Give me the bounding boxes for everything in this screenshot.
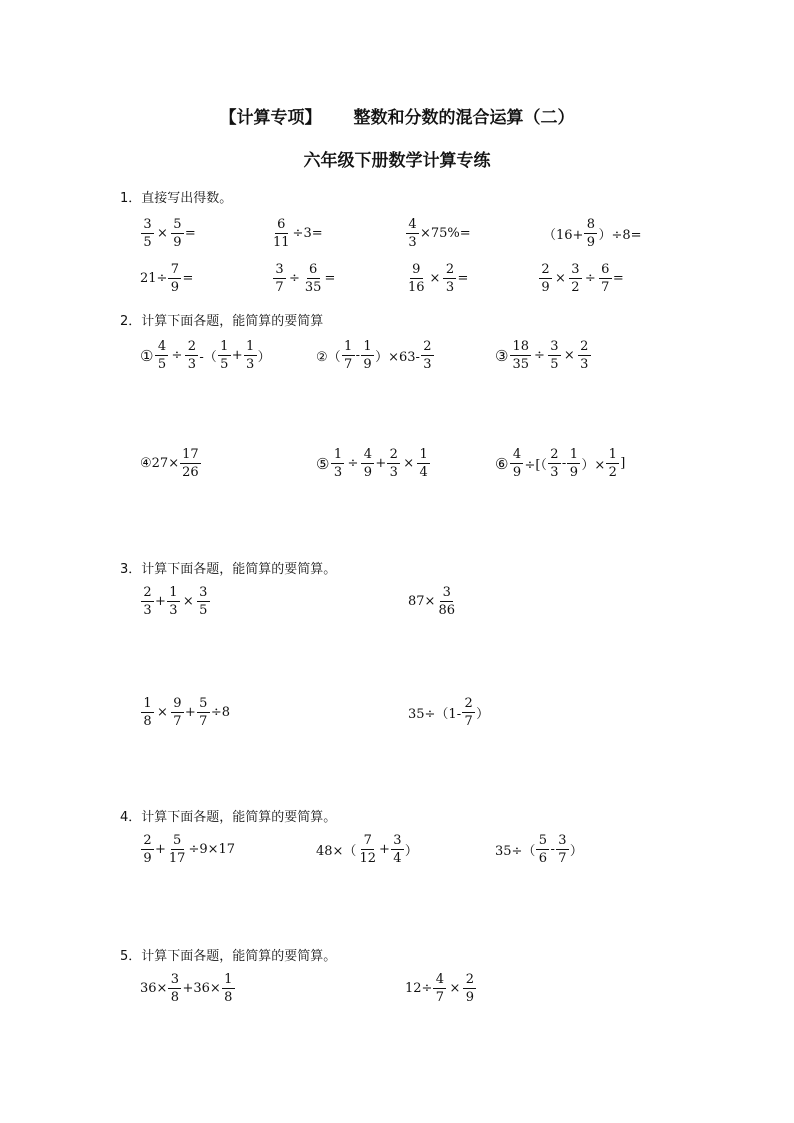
problem: [270, 218, 323, 249]
fraction: [406, 263, 427, 294]
expression-text: ）×: [581, 458, 606, 473]
numerator: 3: [273, 263, 286, 279]
fraction: [141, 834, 154, 865]
fraction: [342, 340, 355, 371]
numerator: 1: [417, 448, 430, 464]
denominator: 11: [273, 235, 290, 250]
problem: [543, 218, 642, 249]
fraction: [361, 340, 374, 371]
expression-text: 21÷: [140, 271, 168, 286]
numerator: 3: [440, 586, 453, 602]
expression-text: ]: [620, 456, 626, 471]
expression-text: ）: [404, 844, 418, 859]
denominator: 3: [550, 465, 559, 480]
numerator: 1: [361, 340, 374, 356]
expression-text: +: [231, 348, 243, 363]
denominator: 4: [393, 851, 402, 866]
fraction: [539, 263, 552, 294]
problem: [405, 973, 477, 1004]
expression-text: ÷[（: [524, 458, 547, 473]
title-tag: 【计算专项】: [219, 108, 322, 128]
denominator: 2: [571, 280, 580, 295]
problem: [140, 263, 193, 294]
fraction: [273, 263, 286, 294]
expression-text: 87×: [408, 594, 436, 609]
denominator: 3: [408, 235, 417, 250]
denominator: 3: [143, 603, 152, 618]
problem: [140, 973, 236, 1004]
denominator: 3: [445, 280, 455, 295]
denominator: 5: [199, 603, 208, 618]
denominator: 9: [170, 280, 180, 295]
fraction: [462, 697, 475, 728]
expression-text: ⑥: [495, 454, 509, 473]
denominator: 3: [187, 357, 196, 372]
expression-text: ⑤: [316, 454, 330, 473]
numerator: 1: [167, 586, 180, 602]
expression-text: =: [612, 271, 624, 286]
numerator: 6: [307, 263, 320, 279]
problem: [405, 263, 468, 294]
expression-text: ÷: [289, 271, 300, 286]
denominator: 9: [541, 280, 550, 295]
expression-text: 35÷（1-: [408, 707, 462, 722]
denominator: 17: [168, 851, 186, 866]
numerator: 4: [361, 448, 374, 464]
problem: [140, 448, 202, 479]
numerator: 7: [168, 263, 181, 279]
expression-text: ②（: [316, 350, 341, 365]
expression-text: 36×: [140, 981, 168, 996]
denominator: 8: [143, 714, 152, 729]
denominator: 8: [224, 990, 233, 1005]
numerator: 3: [197, 586, 210, 602]
fraction: [222, 973, 235, 1004]
question-4-label: 4．计算下面各题，能简算的要简算。: [120, 810, 337, 825]
expression-text: ）: [257, 350, 271, 365]
denominator: 7: [344, 357, 353, 372]
expression-text: ①: [140, 346, 154, 365]
denominator: 9: [363, 465, 372, 480]
numerator: 7: [361, 834, 374, 850]
expression-text: -: [550, 842, 555, 857]
question-2-label: 2．计算下面各题，能简算的要简算: [120, 314, 324, 329]
numerator: 18: [512, 339, 529, 354]
expression-text: ÷: [171, 348, 183, 363]
numerator: 1: [141, 697, 154, 713]
title-main: 整数和分数的混合运算（二）: [353, 108, 575, 128]
question-1-label: 1．直接写出得数。: [120, 191, 233, 206]
numerator: 1: [331, 448, 344, 464]
expression-text: =: [184, 226, 196, 241]
denominator: 3: [169, 603, 178, 618]
fraction: [578, 340, 591, 371]
numerator: 2: [185, 340, 198, 356]
numerator: 1: [342, 340, 355, 356]
numerator: 1: [218, 340, 231, 356]
fraction: [244, 340, 257, 371]
denominator: 9: [173, 235, 182, 250]
expression-text: +: [155, 594, 166, 609]
numerator: 1: [222, 973, 235, 989]
problem: [316, 340, 435, 371]
numerator: 2: [141, 834, 154, 850]
numerator: 2: [548, 448, 561, 464]
fraction: [303, 263, 324, 294]
page-title: [0, 103, 794, 128]
expression-text: -: [355, 348, 361, 363]
numerator: 3: [168, 973, 181, 989]
denominator: 86: [438, 603, 455, 618]
denominator: 9: [363, 357, 372, 372]
fraction: [391, 834, 404, 865]
denominator: 9: [512, 465, 522, 480]
expression-text: ÷: [347, 456, 359, 471]
fraction: [185, 340, 198, 371]
denominator: 9: [569, 465, 578, 480]
numerator: 2: [387, 448, 400, 464]
denominator: 5: [157, 357, 167, 372]
numerator: 6: [275, 218, 288, 234]
expression-text: ④27×: [140, 456, 180, 471]
numerator: 1: [244, 340, 257, 356]
denominator: 3: [246, 357, 255, 372]
problem: [272, 263, 335, 294]
problem: [408, 697, 489, 728]
numerator: 5: [171, 834, 184, 850]
fraction: [141, 586, 154, 617]
denominator: 5: [143, 235, 152, 250]
expression-text: ）÷8=: [598, 228, 642, 243]
problem: [140, 697, 230, 728]
fraction: [168, 973, 181, 1004]
numerator: 1: [567, 448, 580, 464]
numerator: 2: [539, 263, 552, 279]
denominator: 7: [199, 714, 208, 729]
numerator: 3: [141, 218, 154, 234]
fraction: [436, 586, 457, 617]
fraction: [406, 218, 419, 249]
problem: [140, 340, 271, 371]
fraction: [536, 834, 549, 865]
expression-text: ×: [157, 226, 168, 241]
numerator: 3: [548, 340, 561, 356]
fraction: [171, 218, 184, 249]
fraction: [167, 586, 180, 617]
expression-text: ×: [403, 456, 415, 471]
numerator: 4: [510, 448, 523, 464]
denominator: 7: [173, 714, 182, 729]
denominator: 7: [435, 990, 445, 1005]
fraction: [155, 340, 168, 371]
numerator: 9: [410, 263, 423, 279]
numerator: 9: [171, 697, 184, 713]
numerator: 4: [433, 973, 446, 989]
numerator: 17: [182, 447, 199, 462]
expression-text: +36×: [182, 981, 221, 996]
expression-text: +: [184, 705, 196, 720]
numerator: 2: [463, 973, 476, 989]
question-5-label: 5．计算下面各题，能简算的要简算。: [120, 949, 337, 964]
fraction: [548, 340, 561, 371]
expression-text: ×: [563, 348, 575, 363]
problem: [495, 340, 592, 371]
numerator: 3: [569, 263, 582, 279]
expression-text: 35÷（: [495, 844, 536, 859]
fraction: [197, 697, 210, 728]
problem: [316, 834, 418, 865]
numerator: 8: [584, 218, 597, 234]
numerator: 2: [421, 340, 434, 356]
denominator: 8: [170, 990, 180, 1005]
expression-text: ）: [569, 844, 583, 859]
denominator: 6: [538, 851, 548, 866]
expression-text: -（: [199, 350, 217, 365]
fraction: [510, 340, 531, 371]
fraction: [197, 586, 210, 617]
numerator: 5: [171, 218, 184, 234]
problem: [408, 586, 458, 617]
expression-text: =: [324, 271, 336, 286]
numerator: 5: [536, 834, 549, 850]
fraction: [584, 218, 597, 249]
denominator: 7: [558, 851, 567, 866]
expression-text: ×: [429, 271, 441, 286]
denominator: 7: [275, 280, 284, 295]
numerator: 3: [391, 834, 404, 850]
denominator: 9: [143, 851, 152, 866]
problem: [405, 218, 471, 249]
expression-text: -: [561, 456, 567, 471]
expression-text: ÷: [534, 348, 545, 363]
problem: [538, 263, 624, 294]
fraction: [167, 834, 188, 865]
denominator: 5: [220, 357, 229, 372]
expression-text: ×: [157, 705, 168, 720]
expression-text: ×75%=: [420, 226, 471, 241]
problem: [140, 586, 211, 617]
denominator: 4: [419, 465, 428, 480]
fraction: [569, 263, 582, 294]
fraction: [599, 263, 612, 294]
expression-text: ÷9×17: [188, 842, 236, 857]
denominator: 26: [182, 465, 199, 480]
fraction: [606, 448, 619, 479]
fraction: [168, 263, 181, 294]
fraction: [171, 697, 184, 728]
expression-text: ×: [182, 594, 194, 609]
numerator: 6: [599, 263, 612, 279]
expression-text: ÷8: [210, 705, 230, 720]
denominator: 3: [580, 357, 589, 372]
numerator: 4: [155, 340, 168, 356]
page-subtitle: 六年级下册数学计算专练: [303, 151, 491, 171]
expression-text: （16+: [543, 228, 584, 243]
expression-text: ）: [476, 707, 490, 722]
fraction: [271, 218, 292, 249]
expression-text: ×: [555, 271, 566, 286]
fraction: [556, 834, 569, 865]
numerator: 3: [556, 834, 569, 850]
expression-text: +: [378, 842, 390, 857]
fraction: [510, 448, 523, 479]
expression-text: 12÷: [405, 981, 433, 996]
fraction: [357, 834, 378, 865]
fraction: [218, 340, 231, 371]
problem: [495, 834, 583, 865]
numerator: 1: [606, 448, 619, 464]
denominator: 3: [423, 357, 432, 372]
denominator: 9: [465, 990, 474, 1005]
problem: [316, 448, 431, 479]
fraction: [443, 263, 456, 294]
denominator: 3: [333, 465, 343, 480]
numerator: 5: [197, 697, 210, 713]
denominator: 35: [512, 357, 529, 372]
question-3-label: 3．计算下面各题，能简算的要简算。: [120, 562, 337, 577]
fraction: [180, 448, 201, 479]
fraction: [433, 973, 446, 1004]
expression-text: ③: [495, 346, 509, 365]
fraction: [567, 448, 580, 479]
denominator: 5: [550, 357, 559, 372]
expression-text: ÷3=: [292, 226, 323, 241]
denominator: 16: [408, 280, 425, 295]
fraction: [361, 448, 374, 479]
denominator: 9: [586, 235, 596, 250]
expression-text: =: [457, 271, 469, 286]
numerator: 4: [406, 218, 419, 234]
expression-text: ）×63-: [375, 350, 420, 365]
expression-text: +: [155, 842, 166, 857]
expression-text: +: [375, 456, 387, 471]
fraction: [421, 340, 434, 371]
problem: [140, 218, 196, 249]
numerator: 2: [578, 340, 591, 356]
fraction: [141, 697, 154, 728]
numerator: 2: [462, 697, 475, 713]
denominator: 7: [601, 280, 610, 295]
expression-text: ÷: [584, 271, 596, 286]
fraction: [331, 448, 344, 479]
expression-text: =: [182, 271, 194, 286]
fraction: [141, 218, 154, 249]
fraction: [417, 448, 430, 479]
fraction: [548, 448, 561, 479]
denominator: 12: [359, 851, 376, 866]
fraction: [463, 973, 476, 1004]
problem: [140, 834, 235, 865]
denominator: 2: [608, 465, 617, 480]
problem: [495, 448, 625, 479]
numerator: 2: [141, 586, 154, 602]
fraction: [387, 448, 400, 479]
numerator: 2: [443, 263, 456, 279]
expression-text: 48×（: [316, 844, 357, 859]
denominator: 3: [389, 465, 398, 480]
denominator: 35: [304, 280, 322, 295]
denominator: 7: [464, 714, 473, 729]
expression-text: ×: [449, 981, 461, 996]
